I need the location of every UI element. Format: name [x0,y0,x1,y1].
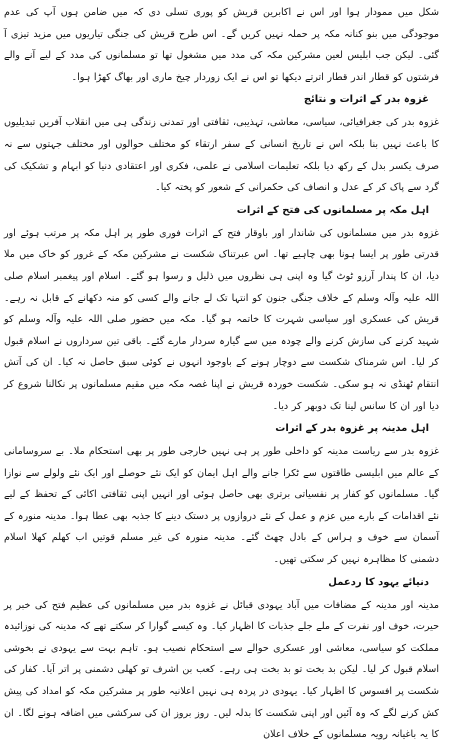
paragraph-effects: غزوہ بدر کی جغرافیائی، سیاسی، معاشی، تہذیبی، ثقافتی اور تمدنی زندگی ہی میں انقلاب آفریں تبدیلیوں کا باعث نہیں بنا بلکہ اس نے تاریخ انسانی کے سفر ارتقاء کو مختلف حوالوں اور مختلف جہتوں سے نہ صرف یکسر بدل کے رکھ دیا بلکہ تعلیمات اسلامی نے علمی، فکری اور اعتقادی دنیا کو ابہام و تشکیک کی گرد سے پاک کر کے عدل و انصاف کی حکمرانی کے شعور کو پختہ کیا۔ [4,117,439,194]
paragraph-madinah: غزوہ بدر سے ریاست مدینہ کو داخلی طور پر ہی نہیں خارجی طور پر بھی استحکام ملا۔ بے سروسامانی کے عالم میں ابلیسی طاقتوں سے ٹکرا جانے والے اہل ایمان کو ایک نئے حوصلے اور ایک نئے ولولے سے نوازا گیا۔ مسلمانوں کو کفار پر نفسیاتی برتری بھی حاصل ہوئی اور انہیں اپنی ثقافتی اکائی کے تحفظ کے لیے نئے اقدامات کے بارے میں عزم و عمل کے نئے دروازوں پر دستک دینے کا جذبہ بھی عطا ہوا۔ مدینہ منورہ کے آسمان سے خوف و ہراس کے بادل چھٹ گئے۔ مدینہ منورہ کی غیر مسلم قوتیں اب کھلم کھلا اسلام دشمنی کا مظاہرہ نہیں کر سکتی تھیں۔ [4,446,439,566]
paragraph-jewish: مدینہ اور مدینہ کے مضافات میں آباد یہودی قبائل نے غزوہ بدر میں مسلمانوں کی عظیم فتح کی خبر پر حیرت، خوف اور نفرت کے ملے جلے جذبات کا اظہار کیا۔ وہ کیسے گوارا کر سکتے تھے کہ مدینہ کی نوزائیدہ مملکت کو سیاسی، معاشی اور عسکری حوالے سے استحکام نصیب ہو۔ تاہم بہت سے یہودی نے بخوشی اسلام قبول کر لیا۔ لیکن بد بخت تو بد بخت ہی رہے۔ کعب بن اشرف تو کھلی دشمنی پر اتر آیا۔ کفار کی شکست پر افسوس کا اظہار کیا۔ یہودی در پردہ ہی نہیں اعلانیہ طور پر مشرکین مکہ کو امداد کی پیش کش کرنے لگے کہ وہ آئیں اور اپنی شکست کا بدلہ لیں۔ روز بروز ان کی سرکشی میں اضافہ ہونے لگا۔ ان کا یہ باغیانہ رویہ مسلمانوں کے خلاف اعلان [4,599,439,741]
paragraph-makkah: غزوہ بدر میں مسلمانوں کی شاندار اور باوقار فتح کے اثرات فوری طور پر اہل مکہ پر مرتب ہوئے اور قدرتی طور پر ایسا ہونا بھی چاہیے تھا۔ اس عبرتناک شکست نے مشرکین مکہ کے غرور کو خاک میں ملا دیا، ان کا پندار آرزو ٹوٹ گیا وہ اپنی ہی نظروں میں ذلیل و رسوا ہو گئے۔ اسلام اور پیغمبر اسلام صلی اللہ علیہ وآلہ وسلم کے خلاف جنگی جنون کو انتہا تک لے جانے والے کسی کو منہ دکھانے کے قابل نہ رہے۔ قریش کی عسکری اور سیاسی شہرت کا خاتمہ ہو گیا۔ مکہ میں حضور صلی اللہ علیہ وآلہ وسلم کو شہید کرنے کی سازش کرنے والے چودہ میں سے گیارہ سردار مارے گئے۔ باقی تین سرداروں نے اسلام قبول کر لیا۔ اس شرمناک شکست سے دوچار ہونے کے باوجود انہوں نے کوئی سبق حاصل نہ کیا۔ ان کی آتش انتقام ٹھنڈی نہ ہو سکی۔ شکست خوردہ قریش نے اپنا غصہ مکہ میں مقیم مسلمانوں پر نکالنا شروع کر دیا اور ان کا سانس لینا تک دوبھر کر دیا۔ [4,227,439,412]
heading-effects-results: غزوہ بدر کے اثرات و نتائج [303,94,429,106]
heading-makkah-effects: اہل مکہ پر مسلمانوں کی فتح کے اثرات [236,204,429,216]
heading-jewish-reaction: دنیائے یہود کا ردعمل [328,576,429,588]
paragraph-intro: شکل میں ممودار ہوا اور اس نے اکابرین قریش کو پوری تسلی دی کہ میں ضامن ہوں آپ کی عدم موجودگی میں بنو کنانہ مکہ پر حملہ نہیں کریں گے۔ اس طرح قریش کی جنگی تیاریوں میں مزید تیزی آ گئی۔ لیکن جب ابلیس لعین مشرکین مکہ کی مدد میں مشغول تھا تو مسلمانوں کی مدد کے لیے آنے والے فرشتوں کو قطار اندر قطار اترتے دیکھا تو اس نے ایک زوردار چیخ ماری اور بھاگ کھڑا ہوا۔ [4,7,439,83]
heading-madinah-effects: اہل مدینہ پر غزوہ بدر کے اثرات [275,423,429,435]
